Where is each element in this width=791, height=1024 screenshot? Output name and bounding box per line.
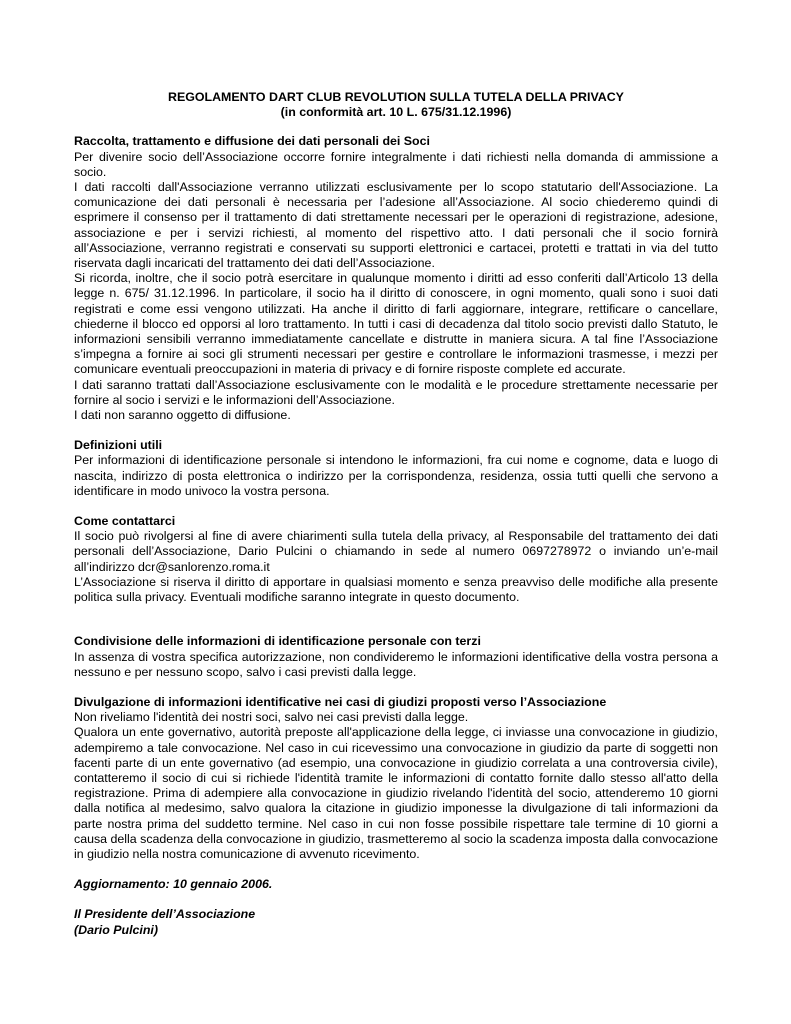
- title-line-2: (in conformità art. 10 L. 675/31.12.1996): [280, 105, 512, 120]
- section-heading: Divulgazione di informazioni identificative nei casi di giudizi proposti verso l’Associazione: [74, 694, 607, 709]
- paragraph: I dati raccolti dall'Associazione verranno utilizzati esclusivamente per lo scopo statutario dell'Associazione. La comunicazione dei dati personali è necessaria per l’adesione all’Associazione. Al socio chiederemo quindi di esprimere il consenso per il trattamento di dati strettamente necessari per le operazioni di registrazione, adesione, associazione e per i servizi richiesti, al momento del rispettivo atto. I dati personali che il socio fornirà all’Associazione, verranno registrati e conservati su supporti elettronici e cartacei, protetti e trattati in via del tutto riservata dagli incaricati del trattamento dei dati dell’Associazione.: [74, 180, 718, 271]
- paragraph: Per informazioni di identificazione personale si intendono le informazioni, fra cui nome e cognome, data e luogo di nascita, indirizzo di posta elettronica o indirizzo per la corrispondenza, residenza, ossia tutti quelli che servono a identificare in modo univoco la vostra persona.: [74, 453, 718, 498]
- paragraph: Si ricorda, inoltre, che il socio potrà esercitare in qualunque momento i diritti ad esso conferiti dall’Articolo 13 della legge n. 675/ 31.12.1996. In particolare, il socio ha il diritto di conoscere, in ogni momento, quali sono i suoi dati registrati e come essi vengono utilizzati. Ha anche il diritto di farli aggiornare, integrare, rettificare o cancellare, chiederne il blocco ed opporsi al loro trattamento. In tutti i casi di decadenza dal titolo socio previsti dallo Statuto, le informazioni sensibili verranno immediatamente cancellate e distrutte in maniera sicura. A tal fine l’Associazione s’impegna a fornire ai soci gli strumenti necessari per gestire e controllare le informazioni trasmesse, i mezzi per comunicare eventuali preoccupazioni in materia di privacy e di fornire risposte complete ed accurate.: [74, 271, 718, 377]
- section-data-collection: [74, 134, 718, 423]
- document-title: [74, 90, 718, 120]
- document-content: [74, 90, 718, 938]
- section-heading: Definizioni utili: [74, 438, 163, 453]
- section-heading: Raccolta, trattamento e diffusione dei dati personali dei Soci: [74, 134, 430, 149]
- paragraph: I dati non saranno oggetto di diffusione.: [74, 408, 291, 423]
- paragraph: Il socio può rivolgersi al fine di avere chiarimenti sulla tutela della privacy, al Responsabile del trattamento dei dati personali dell’Associazione, Dario Pulcini o chiamando in sede al numero 0697278972 o inviando un’e-mail all’indirizzo dcr@sanlorenzo.roma.it: [74, 529, 718, 574]
- signer-role: Il Presidente dell’Associazione: [74, 907, 256, 922]
- section-sharing: [74, 634, 718, 680]
- paragraph: Non riveliamo l'identità dei nostri soci, salvo nei casi previsti dalla legge.: [74, 710, 469, 725]
- section-definitions: [74, 438, 718, 499]
- section-heading: Come contattarci: [74, 514, 176, 529]
- section-heading: Condivisione delle informazioni di identificazione personale con terzi: [74, 634, 481, 649]
- paragraph: Per divenire socio dell’Associazione occorre fornire integralmente i dati richiesti nella domanda di ammissione a socio.: [74, 149, 718, 179]
- signer-name: (Dario Pulcini): [74, 922, 158, 937]
- signature-block: [74, 907, 718, 937]
- update-date: Aggiornamento: 10 gennaio 2006.: [74, 877, 273, 892]
- section-contact: [74, 514, 718, 605]
- paragraph: In assenza di vostra specifica autorizzazione, non condivideremo le informazioni identificative della vostra persona a nessuno e per nessuno scopo, salvo i casi previsti dalla legge.: [74, 649, 718, 679]
- title-line-1: REGOLAMENTO DART CLUB REVOLUTION SULLA TUTELA DELLA PRIVACY: [168, 90, 624, 104]
- paragraph: I dati saranno trattati dall’Associazione esclusivamente con le modalità e le procedure strettamente necessarie per fornire al socio i servizi e le informazioni dell’Associazione.: [74, 377, 718, 407]
- section-disclosure: [74, 695, 718, 862]
- paragraph: L’Associazione si riserva il diritto di apportare in qualsiasi momento e senza preavviso delle modifiche alla presente politica sulla privacy. Eventuali modifiche saranno integrate in questo documento.: [74, 574, 718, 605]
- paragraph: Qualora un ente governativo, autorità preposte all'applicazione della legge, ci inviasse una convocazione in giudizio, adempiremo a tale convocazione. Nel caso in cui ricevessimo una convocazione in giudizio da parte di soggetti non facenti parte di un ente governativo (ad esempio, una convocazione in giudizio correlata a una controversia civile), contatteremo il socio di cui si richiede l'identità tramite le informazioni di contatto fornite dallo stesso all'atto della registrazione. Prima di adempiere alla convocazione in giudizio rivelando l'identità del socio, attenderemo 10 giorni dalla notifica al medesimo, salvo qualora la citazione in giudizio imponesse la divulgazione di tali informazioni da parte nostra prima del suddetto termine. Nel caso in cui non fosse possibile rispettare tale termine di 10 giorni a causa della scadenza della convocazione in giudizio, trasmetteremo al socio la scadenza imposta dalla convocazione in giudizio nella nostra comunicazione di avvenuto ricevimento.: [74, 725, 718, 861]
